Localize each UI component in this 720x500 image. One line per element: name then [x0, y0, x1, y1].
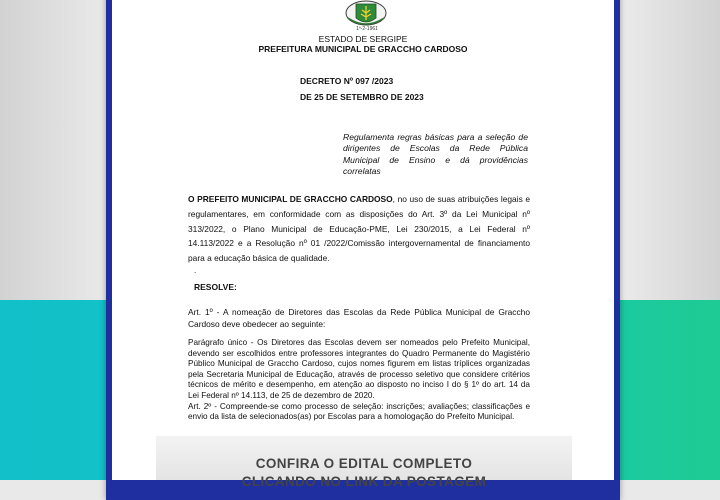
stray-dot: .	[194, 266, 197, 275]
decree-date: DE 25 DE SETEMBRO DE 2023	[300, 92, 424, 102]
municipality-name: PREFEITURA MUNICIPAL DE GRACCHO CARDOSO	[258, 44, 468, 54]
cta-banner	[156, 436, 572, 489]
document-page	[112, 0, 614, 480]
paragrafo-unico: Parágrafo único - Os Diretores das Escolas devem ser nomeados pelo Prefeito Municipal, devendo ser escolhidos entre professores integrantes do Quadro Permanente do Magistério Público Municipal de Graccho Cardoso, cujos nomes figurem em listas tríplices organizadas pela Secretaria Municipal de Educação, através de processo seletivo que considere critérios técnicos de mérito e desempenho, em atenção ao disposto no inciso I do § 1º do art. 14 da Lei Federal nº 14.113, de 25 de dezembro de 2020.	[188, 338, 530, 400]
resolve-heading: RESOLVE:	[194, 282, 237, 292]
preamble-paragraph	[188, 192, 530, 266]
sole-paragraph-block	[188, 338, 530, 423]
cta-line-2: CLICANDO NO LINK DA POSTAGEM	[241, 474, 487, 489]
preamble-text: , no uso de suas atribuições legais e regulamentares, em conformidade com as disposições do Art. 3º da Lei Municipal nº 313/2022, o Plano Municipal de Educação-PME, Lei 230/2015, a Lei Federal nº 14.113/2022 e a Resolução nº 01 /2022/Comissão intergovernamental de financiamento para a educação básica de qualidade.	[188, 194, 531, 264]
crest-motto: 1º-2-1961	[356, 26, 378, 32]
decree-number: DECRETO Nº 097 /2023	[300, 76, 394, 86]
state-name: ESTADO DE SERGIPE	[318, 34, 408, 44]
preamble-lead: O PREFEITO MUNICIPAL DE GRACCHO CARDOSO	[188, 194, 393, 204]
decree-summary: Regulamenta regras básicas para a seleção de dirigentes de Escolas da Rede Pública Municipal de Ensino e dá providências correlatas	[343, 132, 528, 177]
article-2: Art. 2º - Compreende-se como processo de seleção: inscrições; avaliações; classificações e envio da lista de selecionados(as) por Escolas para a homologação do Prefeito Municipal.	[188, 401, 530, 422]
cta-line-1: CONFIRA O EDITAL COMPLETO	[255, 456, 473, 471]
article-1: Art. 1º - A nomeação de Diretores das Escolas da Rede Pública Municipal de Graccho Cardoso deve obedecer ao seguinte:	[188, 307, 530, 329]
